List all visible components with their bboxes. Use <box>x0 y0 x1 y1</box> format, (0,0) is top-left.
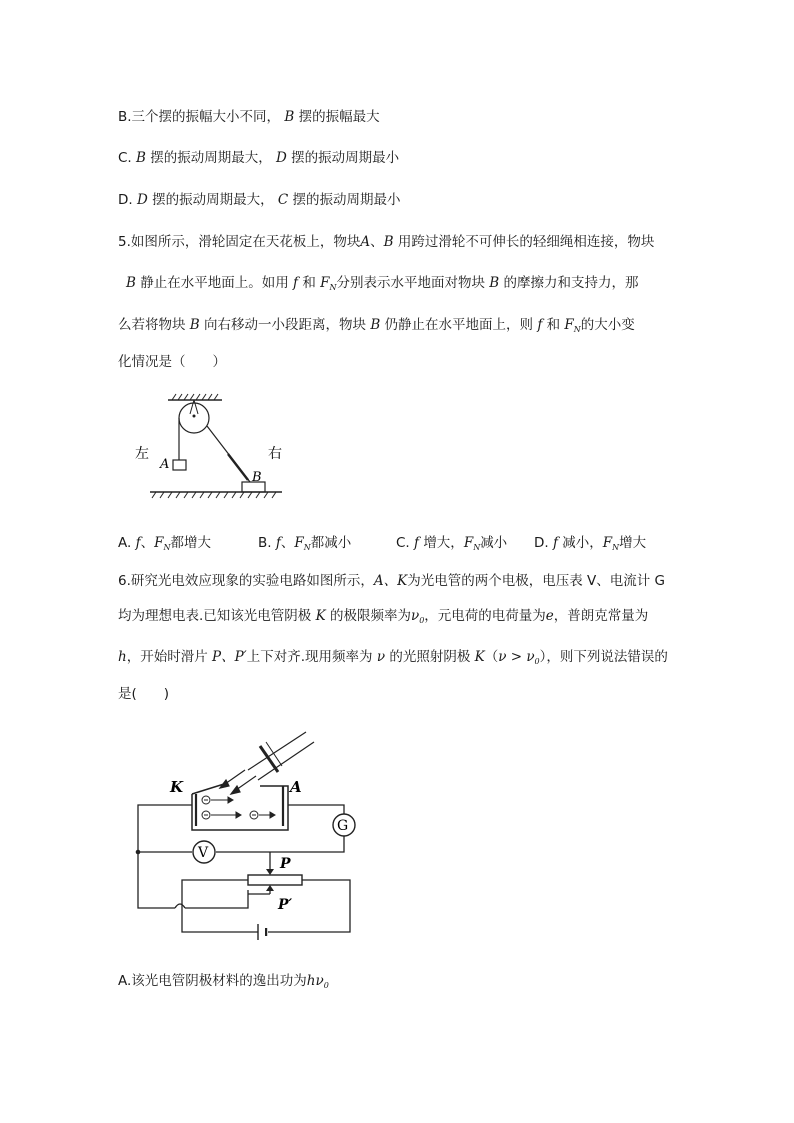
pulley-mount <box>194 400 198 414</box>
symbol: B <box>489 275 500 291</box>
q5-stem-line-1 <box>118 233 654 251</box>
q5-option-a <box>118 534 211 557</box>
symbol: h <box>118 649 127 665</box>
option-label: D. <box>118 192 133 208</box>
pulley-mount <box>190 400 194 414</box>
text: 的大小变 <box>580 317 635 333</box>
option-text: 增大， <box>423 535 464 551</box>
q5-option-d <box>534 534 646 557</box>
option-label: C. <box>118 150 132 166</box>
subscript: 0 <box>323 981 329 990</box>
q6-option-a <box>118 972 329 995</box>
q5-stem-line-3 <box>118 316 635 339</box>
symbol: P、P′ <box>212 649 247 665</box>
label-left: 左 <box>135 446 149 462</box>
symbol: F <box>463 535 474 551</box>
option-text: 摆的振动周期最大， <box>152 192 274 208</box>
option-label: A. <box>118 535 132 551</box>
symbol: f <box>414 535 420 551</box>
q4-option-c <box>118 149 399 167</box>
symbol: f <box>552 535 558 551</box>
option-text: 摆的振幅最大 <box>298 109 380 125</box>
symbol: A、K <box>373 573 408 589</box>
option-text: 减小 <box>480 535 508 551</box>
rheostat <box>248 875 302 885</box>
option-text: B.三个摆的振幅大小不同， <box>118 109 281 125</box>
electrons <box>202 796 275 819</box>
light-arrows <box>220 770 256 794</box>
symbol: D <box>136 192 148 208</box>
symbol: C <box>277 192 289 208</box>
text: 和 <box>302 275 316 291</box>
symbol: e <box>545 608 554 624</box>
option-text: 摆的振动周期最小 <box>292 192 401 208</box>
symbol: F <box>320 275 330 291</box>
q4-option-d <box>118 191 401 209</box>
text: 是( ) <box>118 686 170 702</box>
subscript: N <box>573 325 581 334</box>
subscript: N <box>473 543 481 552</box>
symbol: F <box>564 317 574 333</box>
subscript: N <box>303 543 311 552</box>
label-right: 右 <box>268 446 282 462</box>
symbol: B <box>136 150 146 166</box>
option-text: 摆的振动周期最小 <box>291 150 400 166</box>
q5-stem-line-2 <box>126 274 639 297</box>
symbol: A <box>360 234 371 250</box>
label-g: G <box>337 818 349 834</box>
ground-hatch <box>152 492 276 498</box>
block-a <box>173 460 186 470</box>
battery-gap <box>259 927 265 937</box>
symbol: D <box>276 150 287 166</box>
q5-option-c <box>396 534 507 557</box>
circuit-wires <box>138 805 350 932</box>
text: 分别表示水平地面对物块 <box>336 275 485 291</box>
text: ，开始时滑片 <box>126 649 208 665</box>
option-text: 增大 <box>619 535 647 551</box>
q4-option-b <box>118 108 380 126</box>
q6-stem-line-3 <box>118 648 668 671</box>
text: 为光电管的两个电极，电压表 V、电流计 G <box>407 573 666 589</box>
label-a: A <box>290 778 302 796</box>
symbol: B <box>284 109 295 125</box>
photoelectric-circuit-figure <box>120 718 370 953</box>
subscript: 0 <box>534 657 540 666</box>
option-label: D. <box>534 535 549 551</box>
label-a: A <box>160 457 170 472</box>
pulley-wheel <box>179 403 209 433</box>
symbol: f <box>293 275 299 291</box>
option-label: C. <box>396 535 410 551</box>
q5-option-b <box>258 534 351 557</box>
label-v: V <box>198 845 209 861</box>
label-k: K <box>170 778 184 796</box>
label-b: B <box>252 470 262 485</box>
text: 上下对齐.现用频率为 <box>246 649 373 665</box>
option-text: 都增大 <box>170 535 211 551</box>
text: 静止在水平地面上。如用 <box>140 275 289 291</box>
q6-stem-line-2 <box>118 607 648 630</box>
subscript: 0 <box>419 616 425 625</box>
text: 、 <box>370 234 384 250</box>
text: 、 <box>280 535 295 551</box>
text: 向右移动一小段距离，物块 <box>204 317 367 333</box>
slider-p-prime-arrow <box>266 885 274 891</box>
junction-dot <box>136 850 141 855</box>
symbol: B <box>126 275 136 291</box>
text: ，普朗克常量为 <box>553 608 649 624</box>
label-p: P <box>280 856 291 872</box>
q6-stem-line-4 <box>118 685 169 703</box>
symbol: ν > ν <box>498 649 535 665</box>
text: （ <box>484 649 499 665</box>
symbol: B <box>189 317 200 333</box>
option-text: 减小， <box>562 535 603 551</box>
pulley-axle <box>193 415 196 418</box>
text: 均为理想电表.已知该光电管阴极 <box>118 608 312 624</box>
text: ），则下列说法错误的 <box>539 649 668 665</box>
q6-stem-line-1 <box>118 572 665 590</box>
option-text: 都减小 <box>310 535 352 551</box>
symbol: K <box>315 608 326 624</box>
subscript: N <box>612 543 620 552</box>
text: 5.如图所示，滑轮固定在天花板上，物块 <box>118 234 361 250</box>
symbol: f <box>537 317 543 333</box>
q5-stem-line-4 <box>118 353 226 371</box>
text: 6.研究光电效应现象的实验电路如图所示， <box>118 573 374 589</box>
pulley-figure <box>130 390 300 510</box>
ceiling-hatch <box>172 394 218 400</box>
text: 和 <box>546 317 561 333</box>
text: 用跨过滑轮不可伸长的轻细绳相连接，物块 <box>397 234 655 250</box>
symbol: hν <box>306 973 324 989</box>
symbol: ν <box>410 608 420 624</box>
text: 仍静止在水平地面上，则 <box>384 317 534 333</box>
text: 的摩擦力和支持力，那 <box>503 275 639 291</box>
symbol: f <box>275 535 281 551</box>
symbol: F <box>294 535 304 551</box>
option-text: 摆的振动周期最大， <box>150 150 272 166</box>
text: 的极限频率为 <box>329 608 411 624</box>
text: 么若将物块 <box>118 317 186 333</box>
slider-p-arrow <box>266 869 274 875</box>
symbol: F <box>154 535 164 551</box>
symbol: ν <box>376 649 386 665</box>
text: ，元电荷的电荷量为 <box>424 608 546 624</box>
subscript: N <box>163 543 171 552</box>
light-beam <box>248 732 314 780</box>
text: 、 <box>140 535 155 551</box>
symbol: f <box>135 535 141 551</box>
option-label: B. <box>258 535 272 551</box>
label-p-prime: P′ <box>278 897 293 913</box>
symbol: B <box>383 234 394 250</box>
photocell-housing <box>192 784 224 794</box>
subscript: N <box>329 283 337 292</box>
symbol: B <box>370 317 381 333</box>
symbol: K <box>474 649 485 665</box>
symbol: F <box>602 535 613 551</box>
rope-right <box>228 454 248 480</box>
option-text: A.该光电管阴极材料的逸出功为 <box>118 973 307 989</box>
text: 化情况是（ ） <box>118 354 226 370</box>
text: 的光照射阴极 <box>389 649 471 665</box>
